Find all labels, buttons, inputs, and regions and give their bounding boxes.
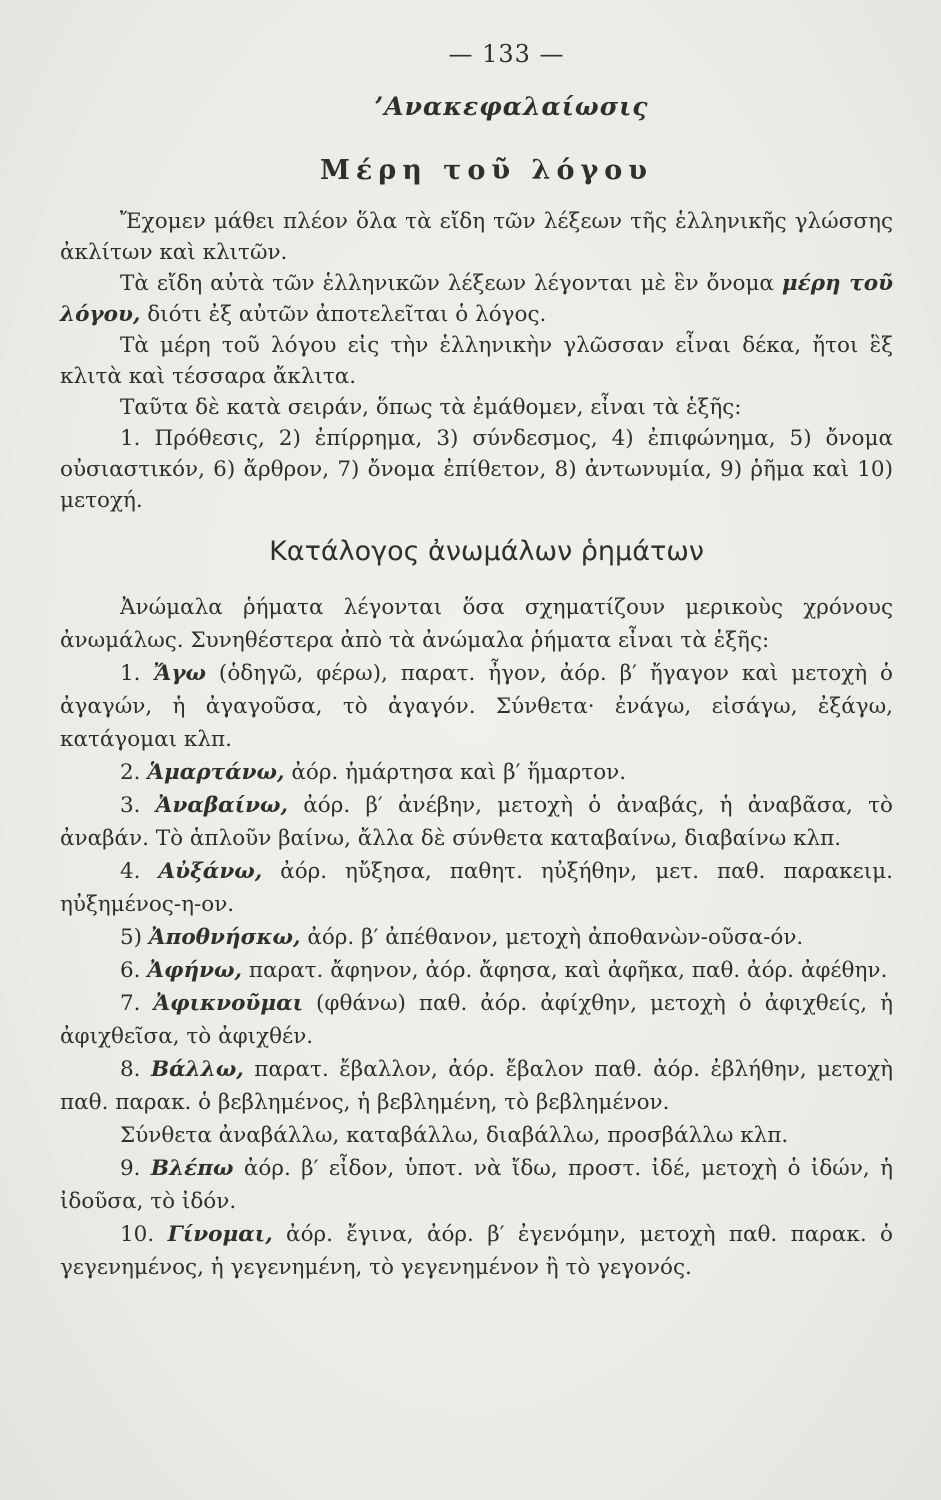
paragraph-1: Ἔχομεν μάθει πλέον ὅλα τὰ εἴδη τῶν λέξεων τῆς ἑλληνικῆς γλώσσης ἀκλίτων καὶ κλιτῶν. <box>60 209 893 265</box>
entry-verb: Ἀναβαίνω, <box>155 793 289 818</box>
list-item <box>60 789 893 855</box>
entry-verb: Ἀφήνω, <box>147 958 242 983</box>
page-heading: ’Ανακεφαλαίωσις <box>374 92 649 121</box>
entry-text: ἀόρ. ἡμάρτησα καὶ β′ ἥμαρτον. <box>284 760 627 785</box>
entry-verb: Ἀποθνήσκω, <box>148 925 301 950</box>
entry-number: 1. <box>120 661 141 686</box>
section-title-irregular-verbs: Κατάλογος ἀνωμάλων ῥημάτων <box>269 536 704 567</box>
entry-text: (φθάνω) παθ. ἀόρ. ἀφίχθην, μετοχὴ ὁ ἀφιχθείς, ἡ ἀφιχθεῖσα, τὸ ἀφιχθέν. <box>60 991 893 1049</box>
entry-text: ἀόρ. β′ ἀνέβην, μετοχὴ ὁ ἀναβάς, ἡ ἀναβᾶσα, τὸ ἀναβάν. Τὸ ἁπλοῦν βαίνω, ἄλλα δὲ σύνθετα καταβαίνω, διαβαίνω κλπ. <box>60 793 893 851</box>
paragraph-5: 1. Πρόθεσις, 2) ἐπίρρημα, 3) σύνδεσμος, 4) ἐπιφώνημα, 5) ὄνομα οὐσιαστικόν, 6) ἄρθρον, 7) ὄνομα ἐπίθετον, 8) ἀντωνυμία, 9) ῥῆμα καὶ 10) μετοχή. <box>60 426 893 513</box>
list-item <box>60 954 893 987</box>
entry-verb: Ἀφικνοῦμαι <box>153 991 304 1016</box>
entry-text: ἀόρ. ἔγινα, ἀόρ. β′ ἐγενόμην, μετοχὴ παθ. παρακ. ὁ γεγενημένος, ἡ γεγενημένη, τὸ γεγενημένον ἢ τὸ γεγονός. <box>60 1222 893 1280</box>
irregular-verbs-list <box>60 591 893 1284</box>
section-title-parts-of-speech: Μέρη τοῦ λόγου <box>319 155 654 186</box>
entry-number: 2. <box>120 760 141 785</box>
entry-number: 6. <box>120 958 141 983</box>
entry-text: ἀόρ. β′ ἀπέθανον, μετοχὴ ἀποθανὼν-οῦσα-όν. <box>300 925 804 950</box>
list-item <box>60 1218 893 1284</box>
list-item <box>60 921 893 954</box>
entry-verb: Γίνομαι, <box>167 1222 273 1247</box>
list-item <box>60 1152 893 1218</box>
entry-verb: Βλέπω <box>150 1156 234 1181</box>
paragraph-2-start: Τὰ εἴδη αὐτὰ τῶν ἑλληνικῶν λέξεων λέγονται μὲ ἓν ὄνομα <box>120 271 782 296</box>
list-item <box>60 987 893 1053</box>
entry-text: ἀόρ. ηὔξησα, παθητ. ηὐξήθην, μετ. παθ. παρακειμ. ηὐξημένος-η-ον. <box>60 859 893 917</box>
list-item <box>60 756 893 789</box>
list-item <box>60 657 893 756</box>
paragraph-4: Ταῦτα δὲ κατὰ σειράν, ὅπως τὰ ἐμάθομεν, εἶναι τὰ ἑξῆς: <box>120 395 742 420</box>
paragraph-2 <box>60 268 893 330</box>
entry-text: ἀόρ. β′ εἶδον, ὑποτ. νὰ ἴδω, προστ. ἰδέ, μετοχὴ ὁ ἰδών, ἡ ἰδοῦσα, τὸ ἰδόν. <box>60 1156 893 1214</box>
entry-verb: Αὐξάνω, <box>158 859 263 884</box>
entry-number: 4. <box>120 859 141 884</box>
entry-verb: Βάλλω, <box>150 1057 244 1082</box>
entry-number: 8. <box>120 1057 141 1082</box>
entry-number: 7. <box>120 991 141 1016</box>
entry-text: (ὁδηγῶ, φέρω), παρατ. ἦγον, ἀόρ. β′ ἤγαγον καὶ μετοχὴ ὁ ἀγαγών, ἡ ἀγαγοῦσα, τὸ ἀγαγόν. Σύνθετα· ἐνάγω, εἰσάγω, ἐξάγω, κατάγομαι κλπ. <box>60 661 893 752</box>
entry-verb: Ἁμαρτάνω, <box>147 760 285 785</box>
section-2-intro: Ἀνώμαλα ῥήματα λέγονται ὅσα σχηματίζουν μερικοὺς χρόνους ἀνωμάλως. Συνηθέστερα ἀπὸ τὰ ἀνώμαλα ῥήματα εἶναι τὰ ἑξῆς: <box>60 595 893 653</box>
entry-verb: Ἄγω <box>153 661 206 686</box>
list-item <box>60 1053 893 1119</box>
entry-number: 5) <box>120 925 143 950</box>
entry-number: 9. <box>120 1156 141 1181</box>
page-number: — 133 — <box>448 40 565 68</box>
entry-number: 10. <box>120 1222 155 1247</box>
entry-text: παρατ. ἄφηνον, ἀόρ. ἄφησα, καὶ ἀφῆκα, παθ. ἀόρ. ἀφέθην. <box>242 958 888 983</box>
entry-text: Σύνθετα ἀναβάλλω, καταβάλλω, διαβάλλω, προσβάλλω κλπ. <box>120 1123 789 1148</box>
list-item <box>60 1119 893 1152</box>
list-item <box>60 855 893 921</box>
entry-text: παρατ. ἔβαλλον, ἀόρ. ἔβαλον παθ. ἀόρ. ἐβλήθην, μετοχὴ παθ. παρακ. ὁ βεβλημένος, ἡ βεβλημένη, τὸ βεβλημένον. <box>60 1057 893 1115</box>
entry-number: 3. <box>120 793 141 818</box>
term-parts-of-speech: μέρη τοῦ λόγου, <box>60 271 893 327</box>
paragraph-3: Τὰ μέρη τοῦ λόγου εἰς τὴν ἑλληνικὴν γλῶσσαν εἶναι δέκα, ἤτοι ἓξ κλιτὰ καὶ τέσσαρα ἄκλιτα. <box>60 333 893 389</box>
paragraph-2-end: διότι ἐξ αὐτῶν ἀποτελεῖται ὁ λόγος. <box>140 302 547 327</box>
